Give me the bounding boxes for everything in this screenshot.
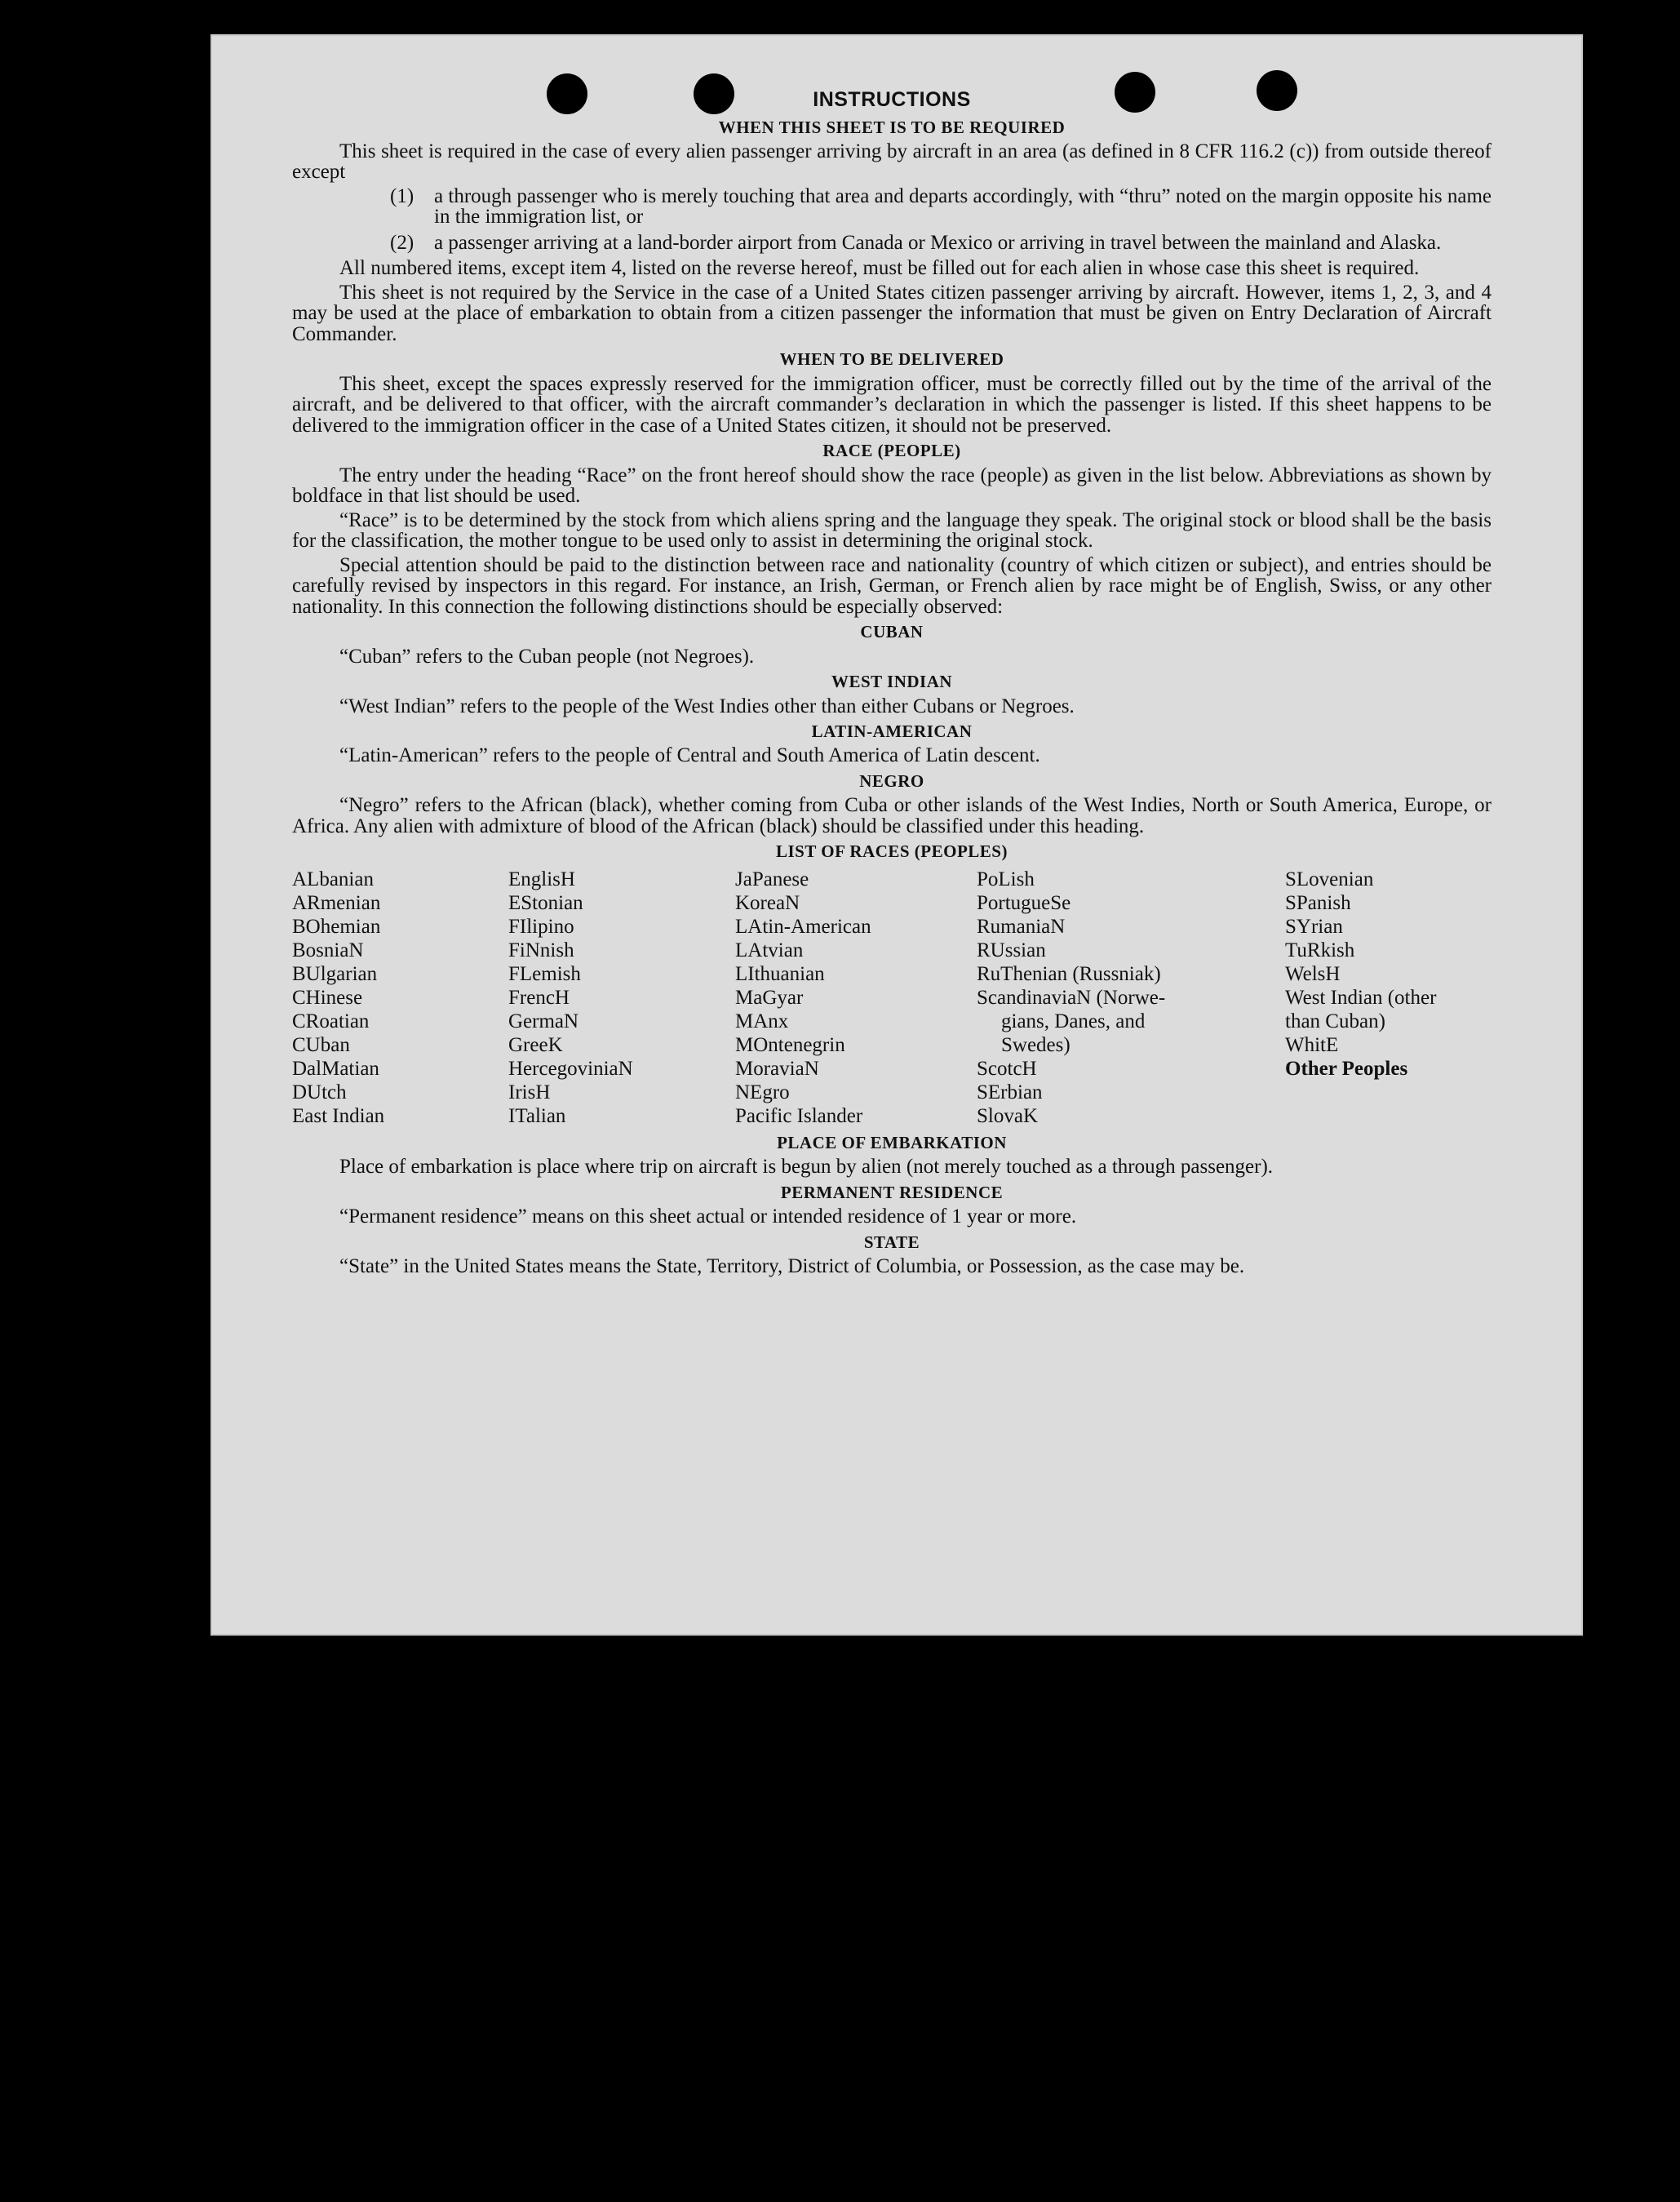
- race-entry: SYrian: [1285, 915, 1343, 938]
- heading-west-indian: WEST INDIAN: [831, 672, 953, 692]
- race-entry: BosniaN: [292, 939, 364, 961]
- race-entry: MAnx: [735, 1010, 789, 1032]
- heading-when-required: WHEN THIS SHEET IS TO BE REQUIRED: [718, 117, 1066, 137]
- item-text: a passenger arriving at a land-border airport from Canada or Mexico or arriving in travel between the mainland and Alaska.: [434, 231, 1442, 254]
- race-entry: West Indian (other: [1285, 986, 1437, 1009]
- heading-embarkation: PLACE OF EMBARKATION: [777, 1132, 1007, 1152]
- heading-state: STATE: [863, 1232, 920, 1252]
- race-entry: MaGyar: [735, 986, 804, 1009]
- item-number: (1): [390, 184, 414, 207]
- race-entry: IrisH: [508, 1081, 551, 1103]
- race-entry: FLemish: [508, 962, 581, 985]
- races-column-2: [508, 868, 735, 1128]
- negro-definition: “Negro” refers to the African (black), whether coming from Cuba or other islands of the West Indies, North or South America, Europe, or Africa. Any alien with admixture of blood of the African (black) should be classified under this heading.: [292, 794, 1492, 837]
- heading-cuban: CUBAN: [860, 622, 924, 642]
- race-entry: FIlipino: [508, 915, 574, 938]
- race-entry: SLovenian: [1285, 868, 1374, 890]
- race-entry: EStonian: [508, 891, 583, 914]
- race-entry: RUssian: [977, 939, 1046, 961]
- heading-race: RACE (PEOPLE): [822, 441, 961, 461]
- race-entry: ITalian: [508, 1104, 566, 1127]
- race-entry: GermaN: [508, 1010, 579, 1032]
- race-entry: BUlgarian: [292, 962, 378, 985]
- race-entry-continued: gians, Danes, and: [1001, 1010, 1146, 1032]
- race-entry: LAtin-American: [735, 915, 871, 938]
- race-entry: East Indian: [292, 1104, 385, 1127]
- page-title: INSTRUCTIONS: [813, 88, 971, 111]
- permanent-residence-definition: “Permanent residence” means on this sheet actual or intended residence of 1 year or more.: [339, 1205, 1077, 1228]
- race-entry: ARmenian: [292, 891, 381, 914]
- race-entry: SlovaK: [977, 1104, 1038, 1127]
- state-definition: “State” in the United States means the State, Territory, District of Columbia, or Possession, as the case may be.: [339, 1254, 1245, 1277]
- race-entry: SErbian: [977, 1081, 1043, 1103]
- exception-item-2: [390, 233, 1492, 254]
- race-entry: KoreaN: [735, 891, 800, 914]
- race-p3: Special attention should be paid to the distinction between race and nationality (country of which citizen or subject), and entries should be carefully revised by inspectors in this regard. For instance, an Irish, German, or French alien by race might be of English, Swiss, or any other nationality. In this connection the following distinctions should be especially observed:: [292, 553, 1492, 618]
- heading-permanent-residence: PERMANENT RESIDENCE: [780, 1182, 1004, 1202]
- embarkation-definition: Place of embarkation is place where trip on aircraft is begun by alien (not merely touched as a through passenger).: [339, 1156, 1274, 1179]
- race-entry: ScotcH: [977, 1057, 1037, 1080]
- when-delivered-p1: This sheet, except the spaces expressly reserved for the immigration officer, must be correctly filled out by the time of the arrival of the aircraft, and be delivered to that officer, with the aircraft commander’s declaration in which the passenger is listed. If this sheet happens to be delivered to the immigration officer in the case of a United States citizen, it should not be preserved.: [292, 372, 1492, 437]
- heading-latin-american: LATIN-AMERICAN: [811, 721, 973, 742]
- races-column-4: [977, 868, 1285, 1128]
- race-entry: EnglisH: [508, 868, 575, 890]
- race-entry: TuRkish: [1285, 939, 1355, 961]
- race-entry: HercegoviniaN: [508, 1057, 633, 1080]
- races-column-1: [292, 868, 508, 1128]
- race-entry-continued: than Cuban): [1285, 1010, 1385, 1032]
- instructions-content: [292, 90, 1492, 1280]
- when-required-p2: All numbered items, except item 4, listed on the reverse hereof, must be filled out for each alien in whose case this sheet is required.: [339, 257, 1420, 280]
- race-entry: Other Peoples: [1285, 1057, 1408, 1080]
- race-entry-continued: Swedes): [1001, 1033, 1071, 1056]
- race-entry: SPanish: [1285, 891, 1351, 914]
- race-p2: “Race” is to be determined by the stock from which aliens spring and the language they speak. The original stock or blood shall be the basis for the classification, the mother tongue to be used only to assist in determining the original stock.: [292, 508, 1492, 553]
- race-entry: PortugueSe: [977, 891, 1071, 914]
- race-entry: JaPanese: [735, 868, 809, 890]
- latin-american-definition: “Latin-American” refers to the people of Central and South America of Latin descent.: [339, 744, 1040, 767]
- race-entry: LAtvian: [735, 939, 804, 961]
- race-entry: NEgro: [735, 1081, 790, 1103]
- race-entry: ScandinaviaN (Norwe-: [977, 986, 1166, 1009]
- race-entry: CUban: [292, 1033, 350, 1056]
- race-entry: RuThenian (Russniak): [977, 962, 1161, 985]
- race-entry: FrencH: [508, 986, 570, 1009]
- race-entry: MOntenegrin: [735, 1033, 845, 1056]
- race-p1: The entry under the heading “Race” on the front hereof should show the race (people) as given in the list below. Abbreviations as shown by boldface in that list should be used.: [292, 464, 1492, 508]
- race-entry: DalMatian: [292, 1057, 379, 1080]
- race-entry: GreeK: [508, 1033, 563, 1056]
- document-sheet: [211, 34, 1583, 1636]
- heading-negro: NEGRO: [859, 770, 924, 791]
- when-required-p3: This sheet is not required by the Service in the case of a United States citizen passenger arriving by aircraft. However, items 1, 2, 3, and 4 may be used at the place of embarkation to obtain from a citizen passenger the information that must be given on Entry Declaration of Aircraft Commander.: [292, 281, 1492, 345]
- race-entry: BOhemian: [292, 915, 381, 938]
- race-entry: WhitE: [1285, 1033, 1339, 1056]
- item-number: (2): [390, 231, 414, 254]
- race-entry: CHinese: [292, 986, 363, 1009]
- race-entry: RumaniaN: [977, 915, 1066, 938]
- item-text: a through passenger who is merely touching that area and departs accordingly, with “thru” noted on the margin opposite his name in the immigration list, or: [434, 184, 1492, 229]
- race-entry: WelsH: [1285, 962, 1341, 985]
- when-required-intro: This sheet is required in the case of every alien passenger arriving by aircraft in an area (as defined in 8 CFR 116.2 (c)) from outside thereof except: [292, 140, 1492, 184]
- race-entry: CRoatian: [292, 1010, 370, 1032]
- race-entry: ALbanian: [292, 868, 374, 890]
- race-entry: PoLish: [977, 868, 1035, 890]
- cuban-definition: “Cuban” refers to the Cuban people (not Negroes).: [339, 645, 755, 668]
- heading-list-of-races: LIST OF RACES (PEOPLES): [776, 841, 1008, 862]
- exception-item-1: [390, 186, 1492, 228]
- races-column-5: [1285, 868, 1492, 1128]
- heading-when-delivered: WHEN TO BE DELIVERED: [779, 349, 1004, 370]
- race-entry: MoraviaN: [735, 1057, 819, 1080]
- races-column-3: [735, 868, 977, 1128]
- west-indian-definition: “West Indian” refers to the people of the West Indies other than either Cubans or Negroes.: [339, 695, 1075, 717]
- race-entry: Pacific Islander: [735, 1104, 863, 1127]
- race-entry: LIthuanian: [735, 962, 825, 985]
- races-list: [292, 868, 1492, 1128]
- race-entry: DUtch: [292, 1081, 347, 1103]
- race-entry: FiNnish: [508, 939, 574, 961]
